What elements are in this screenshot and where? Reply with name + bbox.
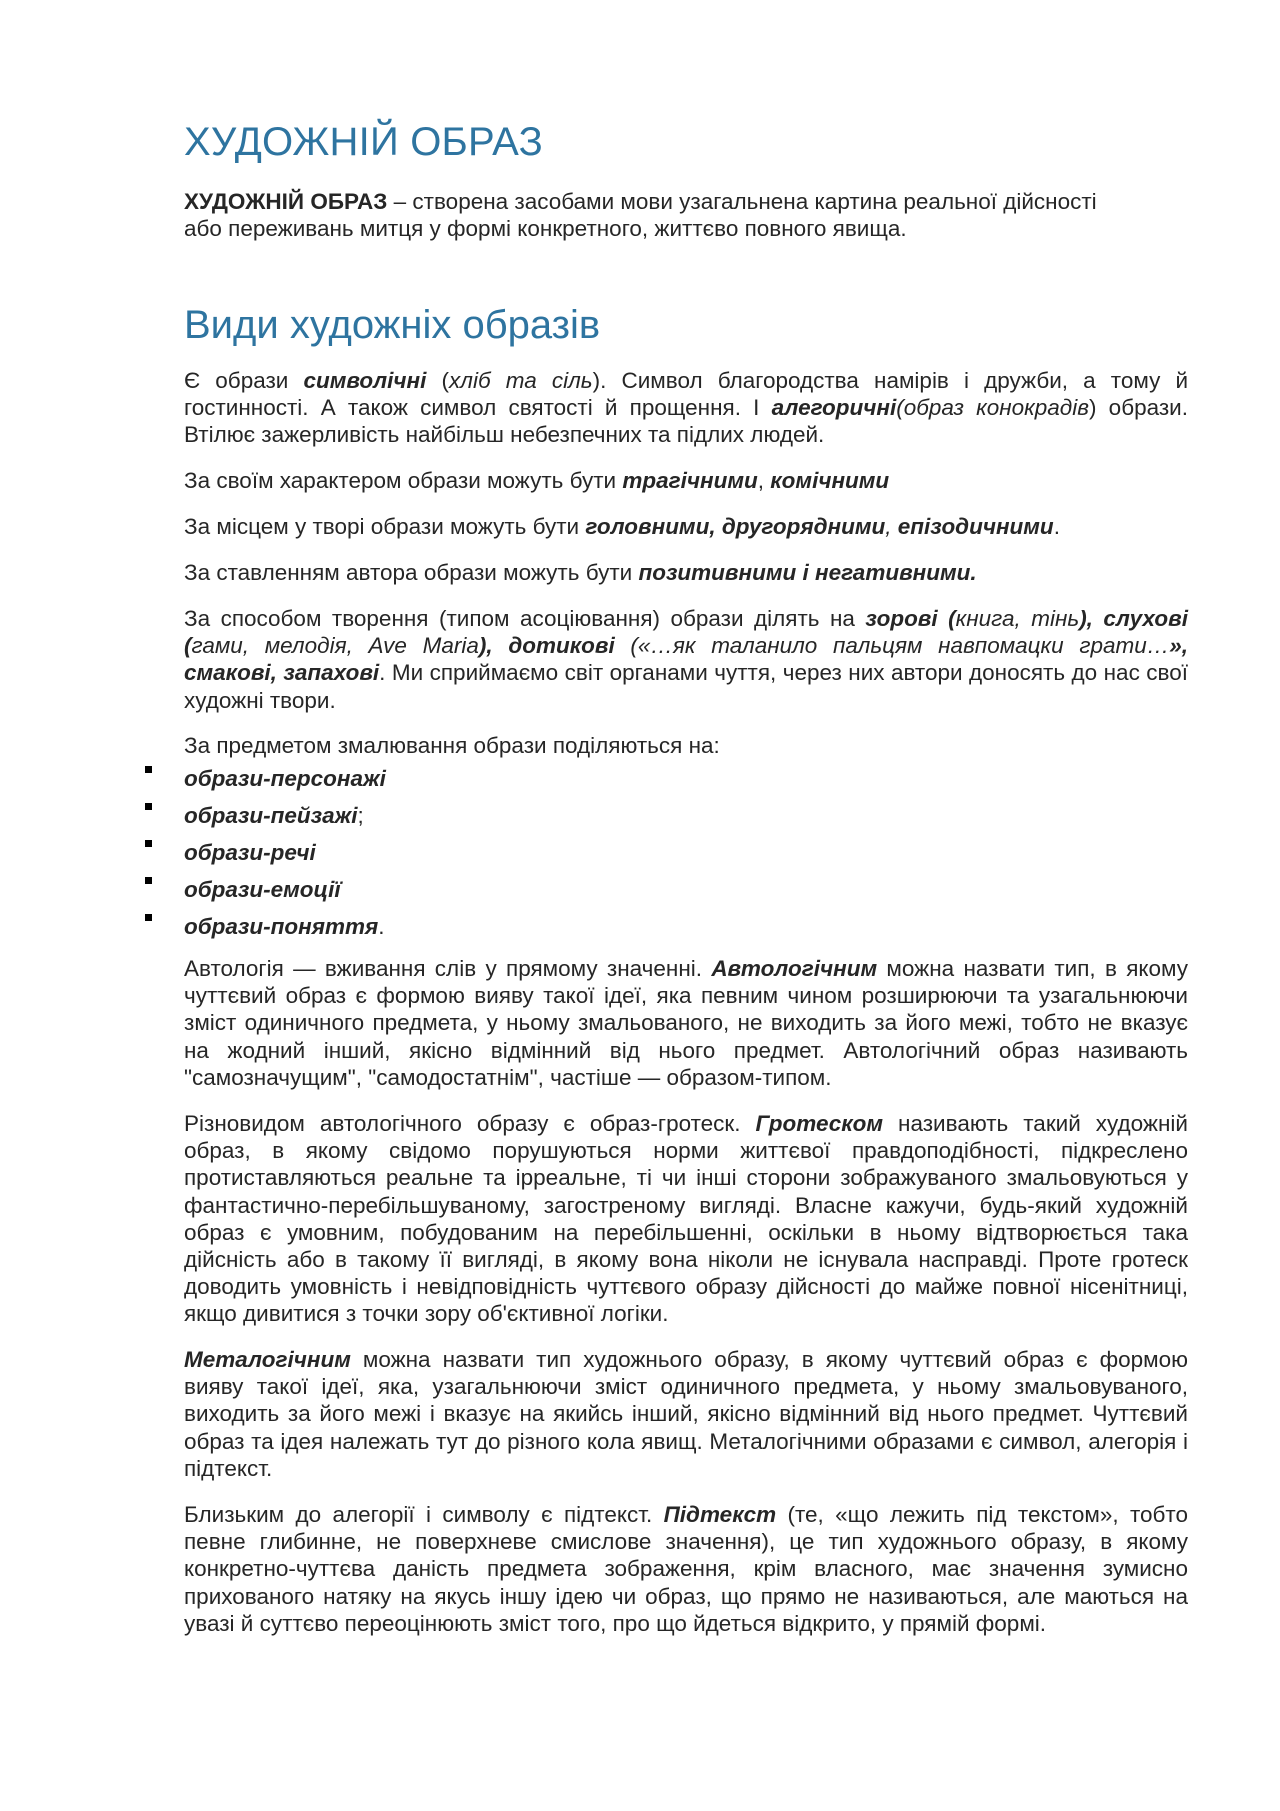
place-text-1: За місцем у творі образи можуть бути	[184, 514, 586, 539]
symbolic-text-1: Є образи	[184, 368, 304, 393]
attitude-text-1: За ставленням автора образи можуть бути	[184, 560, 639, 585]
allegoric-example: (образ конокрадів	[896, 395, 1089, 421]
list-item	[184, 802, 1188, 839]
tactile-term: ), дотикові	[478, 633, 631, 659]
metalogic-term: Металогічним	[184, 1347, 351, 1372]
bullet-icon	[145, 803, 152, 810]
subject-list	[184, 765, 1188, 950]
list-item	[184, 765, 1188, 802]
bullet-icon	[145, 840, 152, 847]
symbolic-term: символічні	[303, 368, 427, 393]
visual-term: зорові (	[865, 606, 956, 631]
section-title: Види художніх образів	[184, 303, 601, 347]
symbolic-text-2: (	[426, 368, 449, 393]
list-item-label: образи-емоції	[184, 877, 341, 902]
place-text-3: .	[1053, 514, 1060, 539]
list-item-suffix: .	[378, 914, 385, 939]
grotesque-term: Гротеском	[755, 1111, 884, 1136]
subtext-paragraph	[184, 1501, 1188, 1637]
autology-text-1: Автологія — вживання слів у прямому значенні.	[184, 956, 712, 981]
character-paragraph	[184, 467, 1188, 494]
metalogic-paragraph	[184, 1346, 1188, 1482]
list-item-label: образи-персонажі	[184, 766, 386, 791]
place-text-2: ,	[885, 514, 898, 539]
attitude-paragraph	[184, 559, 1188, 586]
list-item-label: образи-поняття	[184, 914, 379, 939]
subtext-term: Підтекст	[663, 1502, 777, 1527]
autologic-term: Автологічним	[711, 956, 878, 981]
grotesque-text-1: Різновидом автологічного образу є образ-гротеск.	[184, 1111, 756, 1136]
comic-term: комічними	[770, 468, 890, 493]
tragic-term: трагічними	[622, 468, 758, 493]
list-item	[184, 913, 1188, 950]
taste-smell-term: », смакові, запахові	[184, 633, 1188, 686]
character-text-2: ,	[757, 468, 771, 493]
list-item	[184, 839, 1188, 876]
bullet-icon	[145, 877, 152, 884]
bullet-icon	[145, 766, 152, 773]
symbolic-example: хліб та сіль	[449, 368, 593, 393]
symbolic-paragraph	[184, 367, 1188, 449]
senses-text-2: . Ми сприймаємо світ органами чуття, через них автори доносять до нас свої художні твори.	[184, 660, 1188, 713]
grotesque-text-2: називають такий художній образ, в якому свідомо порушуються норми життєвої правдоподібності, підкреслено протиставляються реальне та ірреальне, ті чи інші сторони зображуваного змальовуються у фантастично-перебільшуваному, загостреному вигляді. Власне кажучи, будь-який художній образ є умовним, побудованим на перебільшенні, оскільки в ньому відтворюється така дійсність або в такому її вигляді, в якому вона ніколи не існувала насправді. Проте гротеск доводить умовність і невідповідність чуттєвого образу дійсності до майже повної нісенітниці, якщо дивитися з точки зору об'єктивної логіки.	[184, 1111, 1188, 1327]
visual-example: книга, тінь	[955, 606, 1080, 631]
character-text-1: За своїм характером образи можуть бути	[184, 468, 623, 493]
list-item-label: образи-речі	[184, 840, 316, 865]
subtext-text-2: (те, «що лежить під текстом», тобто певне глибинне, не поверхневе смислове значення), це тип художнього образу, в якому конкретно-чуттєва даність предмета зображення, крім власного, має значення зумисно прихованого натяку на якусь іншу ідею чи образ, що прямо не називаються, але маються на увазі й суттєво переоцінюють зміст того, про що йдеться відкрито, у прямій формі.	[184, 1502, 1188, 1636]
list-item	[184, 876, 1188, 913]
autology-text-2: можна назвати тип, в якому чуттєвий образ є формою вияву такої ідеї, яка певним чином розширюючи та узагальнюючи зміст одиничного предмета, у ньому змальованого, не виходить за його межі, тобто не вказує на жодний інший, якісно відмінний від нього предмет. Автологічний образ називають "самозначущим", "самодостатнім", частіше — образом-типом.	[184, 956, 1188, 1090]
grotesque-paragraph	[184, 1110, 1188, 1328]
autology-paragraph	[184, 955, 1188, 1091]
list-item-suffix: ;	[357, 803, 364, 828]
episodic-term: епізодичними	[897, 514, 1054, 539]
senses-paragraph	[184, 605, 1188, 714]
bullet-icon	[145, 914, 152, 921]
definition-text-line1: – створена засобами мови узагальнена картина реальної дійсності	[387, 189, 1097, 214]
definition-term: ХУДОЖНІЙ ОБРАЗ	[184, 189, 388, 214]
auditory-example: гами, мелодія, Ave Maria	[191, 633, 479, 659]
definition-paragraph	[184, 188, 1188, 242]
visual-term-close: ),	[1079, 606, 1093, 631]
main-secondary-term: головними, другорядними	[585, 514, 886, 539]
allegoric-term: алегоричні	[771, 395, 897, 421]
senses-text-1: За способом творення (типом асоціювання) образи ділять на	[184, 606, 866, 631]
page-title: ХУДОЖНІЙ ОБРАЗ	[184, 120, 543, 164]
symbolic-text-4: ) образи. Втілює зажерливість найбільш небезпечних та підлих людей.	[184, 395, 1188, 448]
tactile-example: («…як таланило пальцям навпомацки грати…	[630, 633, 1170, 659]
place-paragraph	[184, 513, 1188, 540]
definition-text-line2: або переживань митця у формі конкретного, життєво повного явища.	[184, 216, 907, 242]
subject-intro: За предметом змалювання образи поділяються на:	[184, 733, 720, 758]
symbolic-text-3: ). Символ благородства намірів і дружби, а тому й гостинності. А також символ святості й прощення. І	[184, 368, 1189, 421]
list-item-label: образи-пейзажі	[184, 803, 358, 828]
auditory-term: слухові (	[184, 606, 1188, 659]
subtext-text-1: Близьким до алегорії і символу є підтекст.	[184, 1502, 664, 1527]
metalogic-text: можна назвати тип художнього образу, в якому чуттєвий образ є формою вияву такої ідеї, яка, узагальнюючи зміст одиничного предмета, у ньому змальовуваного, виходить за його межі і вказує на якийсь інший, якісно відмінний від нього предмет. Чуттєвий образ та ідея належать тут до різного кола явищ. Металогічними образами є символ, алегорія і підтекст.	[184, 1347, 1188, 1481]
positive-negative-term: позитивними і негативними.	[638, 560, 977, 585]
